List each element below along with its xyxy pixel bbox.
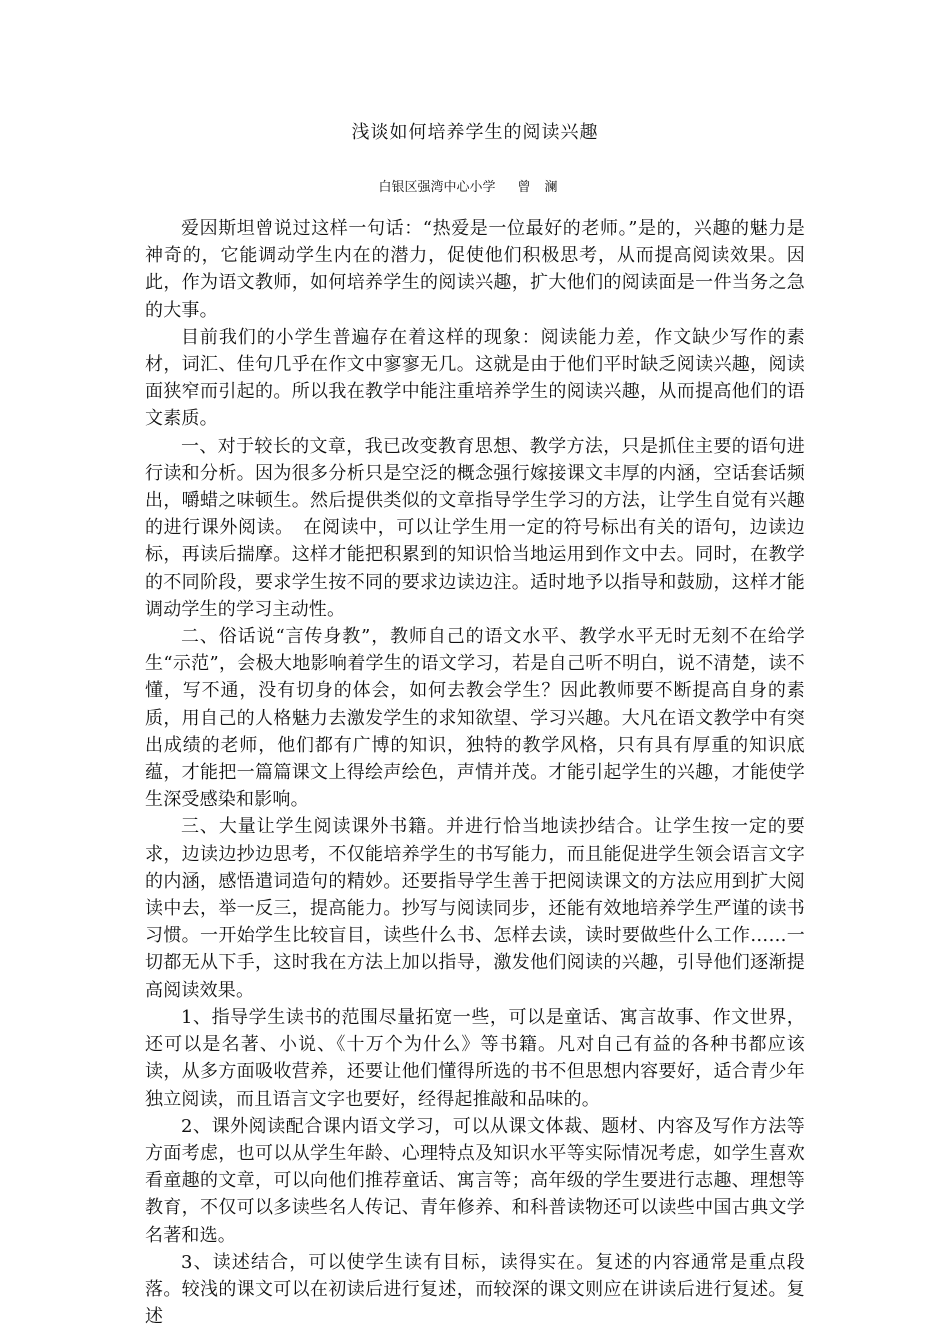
byline-school: 白银区强湾中心小学 (378, 180, 496, 195)
paragraph: 三、大量让学生阅读课外书籍。并进行恰当地读抄结合。让学生按一定的要求，边读边抄边思考，不仅能培养学生的书写能力，而且能促进学生领会语言文字的内涵，感悟遣词造句的精妙。还要指导学生善于把阅读课文的方法应用到扩大阅读中去，举一反三，提高能力。抄写与阅读同步，还能有效地培养学生严谨的读书习惯。一开始学生比较盲目，读些什么书、怎样去读，读时要做些什么工作……一切都无从下手，这时我在方法上加以指导，激发他们阅读的兴趣，引导他们逐渐提高阅读效果。 (145, 816, 805, 1001)
paragraph: 2、课外阅读配合课内语文学习，可以从课文体裁、题材、内容及写作方法等方面考虑，也可以从学生年龄、心理特点及知识水平等实际情况考虑，如学生喜欢看童趣的文章，可以向他们推荐童话、寓言等；高年级的学生要进行志趣、理想等教育，不仅可以多读些名人传记、青年修养、和科普读物还可以读些中国古典文学名著和选。 (145, 1115, 805, 1246)
byline-author: 曾澜 (517, 180, 572, 195)
byline (0, 176, 950, 195)
paragraph: 1、指导学生读书的范围尽量拓宽一些，可以是童话、寓言故事、作文世界，还可以是名著、小说、《十万个为什么》等书籍。凡对自己有益的各种书都应该读，从多方面吸收营养，还要让他们懂得所选的书不但思想内容要好，适合青少年独立阅读，而且语言文字也要好，经得起推敲和品味的。 (145, 1006, 805, 1110)
paragraph: 二、俗话说“言传身教”，教师自己的语文水平、教学水平无时无刻不在给学生“示范”，会极大地影响着学生的语文学习，若是自己听不明白，说不清楚，读不懂，写不通，没有切身的体会，如何去教会学生？因此教师要不断提高自身的素质，用自己的人格魅力去激发学生的求知欲望、学习兴趣。大凡在语文教学中有突出成绩的老师，他们都有广博的知识，独特的教学风格，只有具有厚重的知识底蕴，才能把一篇篇课文上得绘声绘色，声情并茂。才能引起学生的兴趣，才能使学生深受感染和影响。 (145, 626, 805, 811)
document-title: 浅谈如何培养学生的阅读兴趣 (351, 122, 599, 143)
paragraph: 一、对于较长的文章，我已改变教育思想、教学方法，只是抓住主要的语句进行读和分析。因为很多分析只是空泛的概念强行嫁接课文丰厚的内涵，空话套话频出，嚼蜡之味顿生。然后提供类似的文章指导学生学习的方法，让学生自觉有兴趣的进行课外阅读。 在阅读中，可以让学生用一定的符号标出有关的语句，边读边标，再读后揣摩。这样才能把积累到的知识恰当地运用到作文中去。同时，在教学的不同阶段，要求学生按不同的要求边读边注。适时地予以指导和鼓励，这样才能调动学生的学习主动性。 (145, 435, 805, 620)
paragraph: 3、读述结合，可以使学生读有目标，读得实在。复述的内容通常是重点段落。较浅的课文可以在初读后进行复述，而较深的课文则应在讲读后进行复述。复述 (145, 1251, 805, 1328)
paragraph: 爱因斯坦曾说过这样一句话：“热爱是一位最好的老师。”是的，兴趣的魅力是神奇的，它能调动学生内在的潜力，促使他们积极思考，从而提高阅读效果。因此，作为语文教师，如何培养学生的阅读兴趣，扩大他们的阅读面是一件当务之急的大事。 (145, 218, 805, 321)
paragraph: 目前我们的小学生普遍存在着这样的现象：阅读能力差，作文缺少写作的素材，词汇、佳句几乎在作文中寥寥无几。这就是由于他们平时缺乏阅读兴趣，阅读面狭窄而引起的。所以我在教学中能注重培养学生的阅读兴趣，从而提高他们的语文素质。 (145, 326, 805, 430)
document-body (145, 215, 805, 1330)
